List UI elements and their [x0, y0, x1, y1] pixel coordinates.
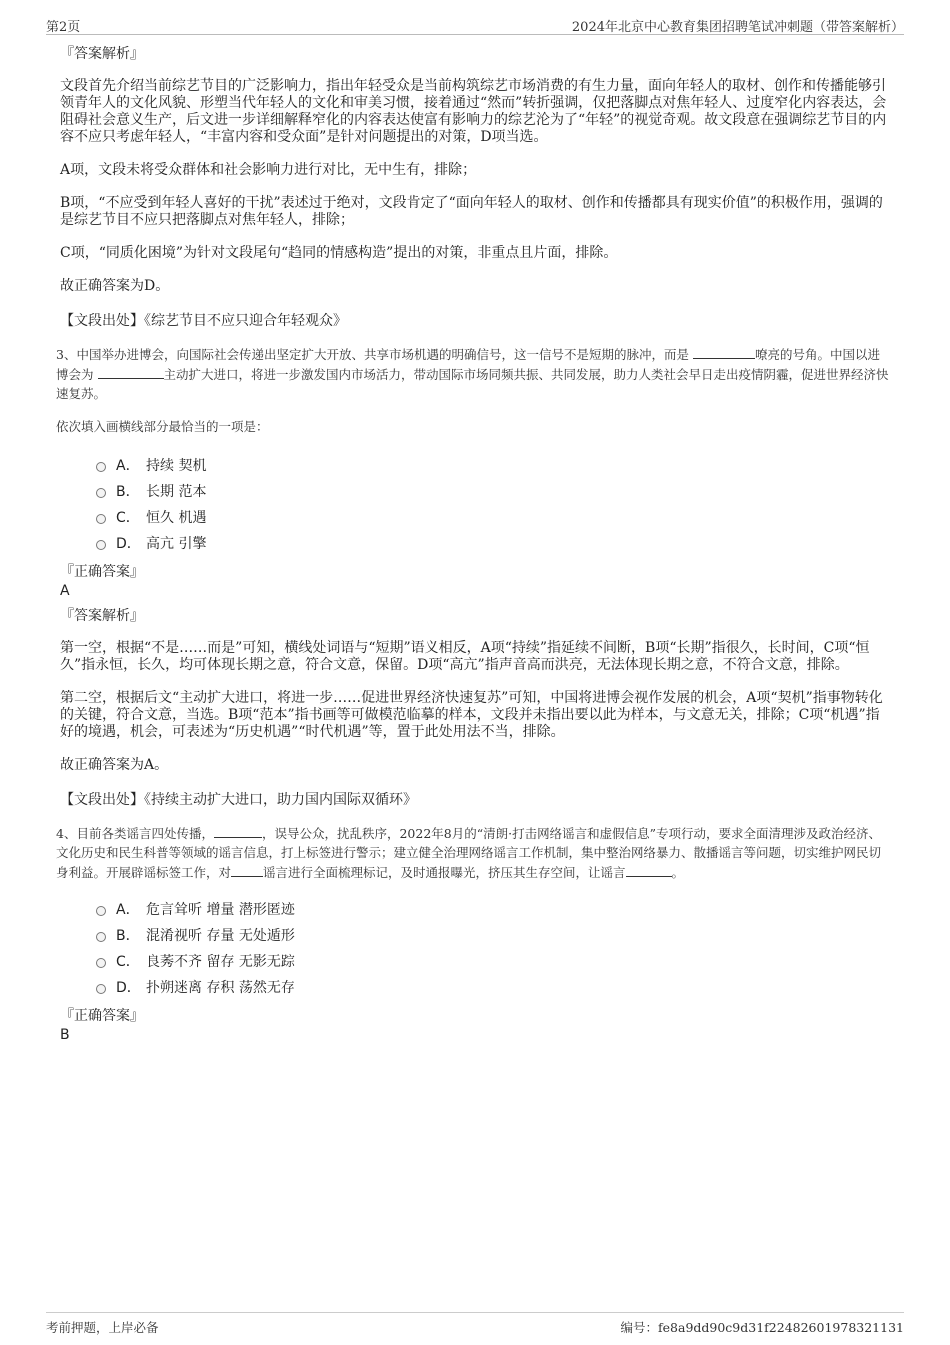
- document-title: 2024年北京中心教育集团招聘笔试冲刺题（带答案解析）: [571, 20, 904, 35]
- radio-circle-icon[interactable]: [96, 958, 106, 968]
- analysis-paragraph: 第一空，根据“不是……而是”可知，横线处词语与“短期”语义相反，A项“持续”指延续不间断，B项“长期”指很久，长时间，C项“恒久”指永恒，长久，均可体现长期之意，符合文意，保留。D项“高亢”指声音高而洪亮，无法体现长期之意，不符合文意，排除。: [60, 639, 870, 673]
- analysis-paragraph: A项，文段未将受众群体和社会影响力进行对比，无中生有，排除；: [60, 162, 477, 178]
- option-a[interactable]: A． 危言耸听 增量 潜形匿迹: [96, 896, 890, 922]
- question-4: [56, 824, 890, 1045]
- analysis-paragraph: 故正确答案为A。: [60, 756, 169, 773]
- option-c[interactable]: C． 恒久 机遇: [96, 504, 890, 530]
- radio-circle-icon[interactable]: [96, 984, 106, 994]
- correct-answer-label: 『正确答案』: [60, 1008, 144, 1024]
- correct-answer: A: [60, 582, 70, 599]
- analysis-paragraph: B项，“不应受到年轻人喜好的干扰”表述过于绝对，文段肯定了“面向年轻人的取材、创作和传播都具有现实价值”的积极作用，强调的是综艺节目不应只把落脚点对焦年轻人，排除；: [60, 195, 883, 228]
- q2-analysis: [56, 44, 890, 331]
- document-body: [56, 44, 890, 1050]
- analysis-label: 『答案解析』: [60, 607, 144, 624]
- fill-blank: [98, 366, 164, 379]
- option-d[interactable]: D． 高亢 引擎: [96, 530, 890, 556]
- option-d[interactable]: D． 扑朔迷离 存积 荡然无存: [96, 974, 890, 1000]
- analysis-paragraph: C项，“同质化困境”为针对文段尾句“趋同的情感构造”提出的对策，非重点且片面，排除。: [60, 245, 618, 261]
- page-number: 第2页: [46, 20, 81, 35]
- fill-blank: [231, 864, 263, 877]
- analysis-paragraph: 文段首先介绍当前综艺节目的广泛影响力，指出年轻受众是当前构筑综艺市场消费的有生力量，面向年轻人的取材、创作和传播能够引领青年人的文化风貌、形塑当代年轻人的文化和审美习惯，接着通过“然而”转折强调，仅把落脚点对焦年轻人、过度窄化内容表达，会阻碍社会意义生产，后文进一步详细解释窄化的内容表达使富有影响力的综艺沦为了“年轻”的视觉奇观。故文段意在强调综艺节目的内容不应只考虑年轻人，“丰富内容和受众面”是针对问题提出的对策，D项当选。: [60, 78, 887, 145]
- analysis-paragraph: 故正确答案为D。: [60, 278, 170, 294]
- correct-answer: B: [60, 1027, 70, 1043]
- passage-source: 【文段出处】《持续主动扩大进口，助力国内国际双循环》: [60, 791, 417, 808]
- radio-circle-icon[interactable]: [96, 932, 106, 942]
- answer-options: [96, 896, 890, 1000]
- radio-circle-icon[interactable]: [96, 462, 106, 472]
- option-b[interactable]: B． 长期 范本: [96, 478, 890, 504]
- radio-circle-icon[interactable]: [96, 540, 106, 550]
- passage-source: 【文段出处】《综艺节目不应只迎合年轻观众》: [60, 313, 347, 329]
- option-c[interactable]: C． 良莠不齐 留存 无影无踪: [96, 948, 890, 974]
- question-3: [56, 345, 890, 810]
- fill-blank: [214, 825, 262, 838]
- radio-circle-icon[interactable]: [96, 514, 106, 524]
- fill-blank: [693, 346, 755, 359]
- option-a[interactable]: A． 持续 契机: [96, 452, 890, 478]
- radio-circle-icon[interactable]: [96, 906, 106, 916]
- analysis-paragraph: 第二空，根据后文“主动扩大进口，将进一步……促进世界经济快速复苏”可知，中国将进博会视作发展的机会，A项“契机”指事物转化的关键，符合文意，当选。B项“范本”指书画等可做模范临摹的样本，文段并未指出要以此为样本，与文意无关，排除；C项“机遇”指好的境遇，机会，可表述为“历史机遇”“时代机遇”等，置于此处用法不当，排除。: [60, 689, 883, 740]
- page-header: [46, 14, 904, 35]
- correct-answer-label: 『正确答案』: [60, 563, 144, 580]
- option-b[interactable]: B． 混淆视听 存量 无处遁形: [96, 922, 890, 948]
- question-prompt: 依次填入画横线部分最恰当的一项是：: [56, 418, 269, 434]
- footer-slogan: 考前押题，上岸必备: [46, 1320, 159, 1335]
- question-stem: 3、中国举办进博会，向国际社会传递出坚定扩大开放、共享市场机遇的明确信号，这一信号不是短期的脉冲，而是 嘹亮的号角。中国以进博会为 主动扩大进口，将进一步激发国内市场活力，带动国际市场同频共振、共同发展，助力人类社会早日走出疫情阴霾，促进世界经济快速复苏。: [56, 347, 889, 401]
- analysis-label: 『答案解析』: [60, 46, 144, 62]
- fill-blank: [626, 864, 672, 877]
- document-serial: 编号：fe8a9dd90c9d31f22482601978321131: [620, 1320, 904, 1335]
- radio-circle-icon[interactable]: [96, 488, 106, 498]
- question-stem: 4、目前各类谣言四处传播， ，误导公众，扰乱秩序，2022年8月的“清朗·打击网络谣言和虚假信息”专项行动，要求全面清理涉及政治经济、文化历史和民生科普等领域的谣言信息，打上标签进行警示；建立健全治理网络谣言工作机制，集中整治网络暴力、散播谣言等问题，切实维护网民切身利益。开展辟谣标签工作，对 谣言进行全面梳理标记，及时通报曝光，挤压其生存空间，让谣言 。: [56, 825, 882, 880]
- page-footer: [46, 1312, 904, 1335]
- answer-options: [96, 452, 890, 556]
